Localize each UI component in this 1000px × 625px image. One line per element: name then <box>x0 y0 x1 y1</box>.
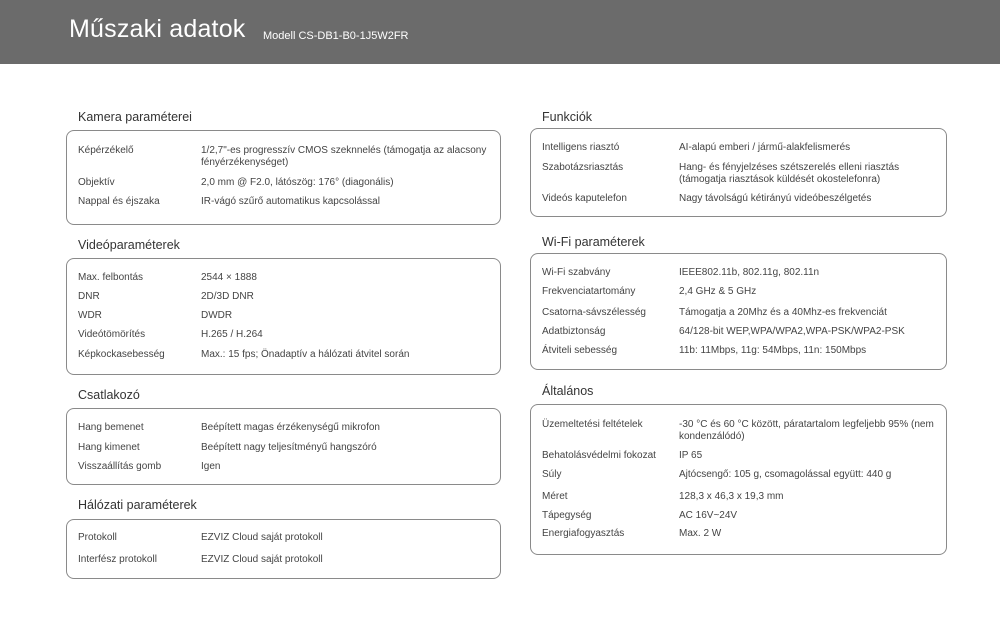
spec-label: Átviteli sebesség <box>542 345 618 356</box>
spec-box <box>66 408 501 485</box>
section-video <box>66 238 501 376</box>
spec-label: Adatbiztonság <box>542 326 606 337</box>
spec-value: 64/128-bit WEP,WPA/WPA2,WPA-PSK/WPA2-PSK <box>679 326 905 337</box>
spec-label: WDR <box>78 310 102 321</box>
spec-box <box>530 128 947 217</box>
section-camera <box>66 110 501 226</box>
spec-value: IP 65 <box>679 450 703 461</box>
spec-value: 128,3 x 46,3 x 19,3 mm <box>679 491 784 502</box>
spec-label: Protokoll <box>78 532 117 543</box>
spec-label: Hang bemenet <box>78 422 144 433</box>
section-title: Általános <box>542 384 594 398</box>
spec-box <box>66 519 501 579</box>
spec-label: Videótömörítés <box>78 329 146 340</box>
section-network <box>66 498 501 580</box>
spec-label: Súly <box>542 469 562 480</box>
spec-value: IEEE802.11b, 802.11g, 802.11n <box>679 267 820 278</box>
section-title: Wi-Fi paraméterek <box>542 235 645 249</box>
spec-value: Beépített magas érzékenységű mikrofon <box>201 422 380 433</box>
section-title: Videóparaméterek <box>78 238 180 252</box>
page-header <box>0 0 1000 64</box>
page-title: Műszaki adatok <box>69 15 246 43</box>
spec-label: Max. felbontás <box>78 272 144 283</box>
spec-value: 2,4 GHz & 5 GHz <box>679 286 757 297</box>
section-title: Csatlakozó <box>78 388 140 402</box>
spec-value: Beépített nagy teljesítményű hangszóró <box>201 442 377 453</box>
spec-value: H.265 / H.264 <box>201 329 263 340</box>
spec-value: 11b: 11Mbps, 11g: 54Mbps, 11n: 150Mbps <box>679 345 867 356</box>
spec-value: DWDR <box>201 310 233 321</box>
spec-label: Visszaállítás gomb <box>78 461 162 472</box>
spec-label: Szabotázsriasztás <box>542 162 624 173</box>
section-title: Kamera paraméterei <box>78 110 192 124</box>
section-connector <box>66 388 501 486</box>
spec-label: Méret <box>542 491 568 502</box>
spec-value: 2,0 mm @ F2.0, látószög: 176° (diagonális) <box>201 177 394 188</box>
spec-value: Max.: 15 fps; Önadaptív a hálózati átvitel során <box>201 349 410 360</box>
spec-label: DNR <box>78 291 100 302</box>
section-functions <box>530 110 947 218</box>
spec-label: Tápegység <box>542 510 592 521</box>
section-title: Funkciók <box>542 110 593 124</box>
spec-label: Nappal és éjszaka <box>78 196 160 207</box>
spec-box <box>66 258 501 375</box>
spec-value: -30 °C és 60 °C között, páratartalom legfeljebb 95% (nem kondenzálódó) <box>679 419 934 442</box>
spec-value: AC 16V~24V <box>679 510 738 521</box>
section-title: Hálózati paraméterek <box>78 498 197 512</box>
spec-label: Videós kaputelefon <box>542 193 627 204</box>
spec-label: Hang kimenet <box>78 442 140 453</box>
spec-value: Nagy távolságú kétirányú videóbeszélgetés <box>679 193 872 204</box>
spec-value: AI-alapú emberi / jármű-alakfelismerés <box>679 142 851 153</box>
spec-label: Képérzékelő <box>78 145 134 156</box>
spec-label: Intelligens riasztó <box>542 142 620 153</box>
spec-box <box>66 130 501 225</box>
spec-label: Objektív <box>78 177 115 188</box>
spec-value: Max. 2 W <box>679 528 722 539</box>
spec-box <box>530 404 947 555</box>
section-wifi <box>530 235 947 371</box>
spec-value: Igen <box>201 461 221 472</box>
spec-label: Wi-Fi szabvány <box>542 267 611 278</box>
spec-value: IR-vágó szűrő automatikus kapcsolással <box>201 196 380 207</box>
spec-value: EZVIZ Cloud saját protokoll <box>201 554 323 565</box>
spec-value: Támogatja a 20Mhz és a 40Mhz-es frekvenciát <box>679 307 887 318</box>
spec-value: 2D/3D DNR <box>201 291 254 302</box>
spec-label: Behatolásvédelmi fokozat <box>542 450 656 461</box>
spec-value: Hang- és fényjelzéses szétszerelés elleni riasztás (támogatja riasztások küldését okostelefonra) <box>679 162 900 185</box>
spec-label: Energiafogyasztás <box>542 528 625 539</box>
spec-box <box>530 253 947 370</box>
spec-value: Ajtócsengő: 105 g, csomagolással együtt: 440 g <box>679 469 892 480</box>
spec-label: Csatorna-sávszélesség <box>542 307 646 318</box>
model-number: Modell CS-DB1-B0-1J5W2FR <box>263 30 409 42</box>
spec-label: Interfész protokoll <box>78 554 157 565</box>
spec-value: 1/2,7"-es progresszív CMOS szeknnelés (támogatja az alacsony fényérzékenységet) <box>201 145 487 168</box>
spec-label: Frekvenciatartomány <box>542 286 636 297</box>
spec-label: Üzemeltetési feltételek <box>542 419 643 430</box>
section-general <box>530 384 947 556</box>
spec-value: 2544 × 1888 <box>201 272 257 283</box>
spec-value: EZVIZ Cloud saját protokoll <box>201 532 323 543</box>
spec-label: Képkockasebesség <box>78 349 165 360</box>
